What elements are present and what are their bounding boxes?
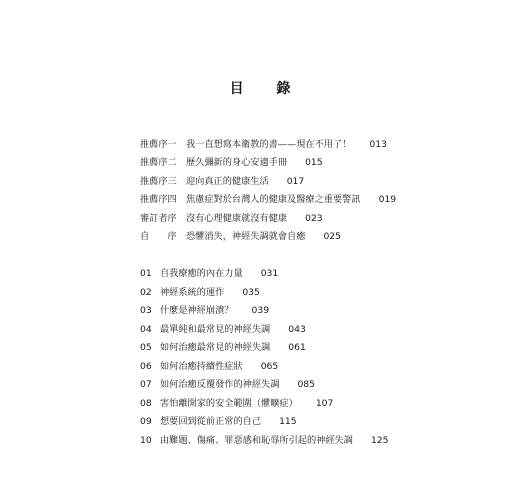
chapter-number: 08 bbox=[140, 398, 152, 409]
chapter-page: 035 bbox=[242, 287, 260, 298]
toc-entry-title: 歷久彌新的身心安適手冊 bbox=[186, 157, 288, 168]
chapter-page: 125 bbox=[370, 435, 389, 446]
toc-entry-page: 017 bbox=[286, 176, 305, 187]
chapter-title: 由難題、傷痛、罪惡感和恥辱所引起的神經失調 bbox=[160, 435, 353, 446]
toc-entry-page: 015 bbox=[305, 157, 323, 168]
chapter-title: 想要回到從前正常的自己 bbox=[160, 416, 262, 427]
toc-entry-chapter bbox=[140, 359, 278, 375]
chapter-number: 10 bbox=[140, 435, 152, 446]
chapter-title: 神經系統的運作 bbox=[160, 287, 225, 298]
toc-entry-preface bbox=[140, 229, 341, 245]
toc-entry-chapter bbox=[140, 396, 333, 412]
toc-entry-title: 恐懼消失，神經失調就會自癒 bbox=[186, 231, 306, 242]
toc-entry-chapter bbox=[140, 266, 278, 282]
chapter-title: 如何治癒最常見的神經失調 bbox=[160, 342, 271, 353]
chapter-page: 039 bbox=[251, 305, 270, 316]
chapter-number: 01 bbox=[140, 268, 152, 279]
toc-entry-preface bbox=[140, 174, 304, 190]
toc-entry-label: 推薦序二 bbox=[140, 157, 177, 168]
toc-entry-page: 019 bbox=[378, 194, 397, 205]
chapter-number: 02 bbox=[140, 287, 152, 298]
toc-entry-label: 推薦序一 bbox=[140, 139, 177, 150]
toc-entry-chapter bbox=[140, 414, 297, 430]
chapter-number: 05 bbox=[140, 342, 152, 353]
toc-entry-page: 013 bbox=[369, 139, 387, 150]
chapter-number: 03 bbox=[140, 305, 152, 316]
toc-entry-chapter bbox=[140, 433, 388, 449]
toc-entry-preface bbox=[140, 137, 387, 153]
toc-entry-chapter bbox=[140, 322, 306, 338]
toc-entry-preface bbox=[140, 192, 396, 208]
toc-entry-preface bbox=[140, 211, 323, 227]
toc-entry-page: 025 bbox=[323, 231, 341, 242]
page-title: 目 錄 bbox=[229, 81, 305, 97]
chapter-title: 自我療癒的內在力量 bbox=[160, 268, 243, 279]
chapter-number: 06 bbox=[140, 361, 152, 372]
toc-entry-chapter bbox=[140, 377, 315, 393]
chapter-title: 如何治癒反覆發作的神經失調 bbox=[160, 379, 280, 390]
toc-entry-title: 沒有心理健康就沒有健康 bbox=[186, 213, 288, 224]
toc-entry-chapter bbox=[140, 285, 260, 301]
toc-entry-title: 迎向真正的健康生活 bbox=[186, 176, 269, 187]
chapter-page: 065 bbox=[260, 361, 279, 372]
chapter-page: 043 bbox=[288, 324, 306, 335]
chapter-page: 107 bbox=[315, 398, 334, 409]
toc-entry-label: 推薦序四 bbox=[140, 194, 177, 205]
toc-entry-title: 焦慮症對於台灣人的健康及醫療之重要警訊 bbox=[186, 194, 361, 205]
chapter-page: 085 bbox=[297, 379, 315, 390]
toc-entry-page: 023 bbox=[305, 213, 323, 224]
chapter-number: 09 bbox=[140, 416, 152, 427]
chapter-title: 害怕離開家的安全範圍（懼曠症） bbox=[160, 398, 298, 409]
toc-entry-title: 我一直想寫本衛教的書——現在不用了！ bbox=[186, 139, 352, 150]
chapter-page: 115 bbox=[279, 416, 297, 427]
chapter-page: 031 bbox=[260, 268, 279, 279]
chapter-number: 07 bbox=[140, 379, 152, 390]
chapter-title: 如何治癒持續性症狀 bbox=[160, 361, 243, 372]
chapter-title: 什麼是神經崩潰？ bbox=[160, 305, 234, 316]
toc-entry-label: 審訂者序 bbox=[140, 213, 177, 224]
chapter-page: 061 bbox=[288, 342, 306, 353]
toc-entry-chapter bbox=[140, 303, 269, 319]
toc-entry-label: 自 序 bbox=[140, 231, 177, 242]
chapter-title: 最單純和最常見的神經失調 bbox=[160, 324, 271, 335]
toc-entry-chapter bbox=[140, 340, 306, 356]
chapter-number: 04 bbox=[140, 324, 152, 335]
toc-entry-preface bbox=[140, 155, 323, 171]
toc-entry-label: 推薦序三 bbox=[140, 176, 177, 187]
